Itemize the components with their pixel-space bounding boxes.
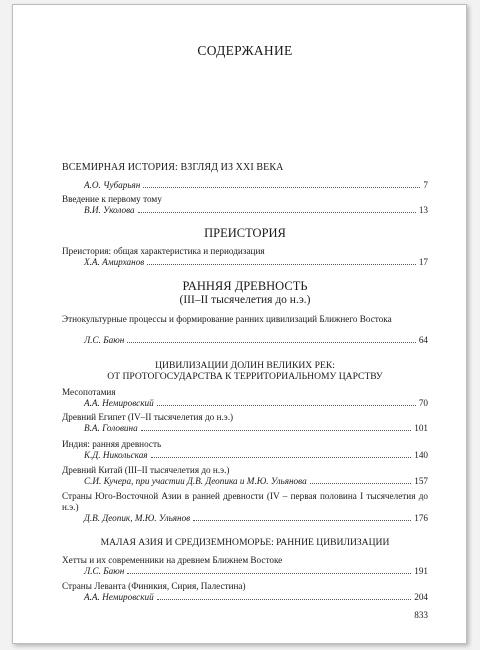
entry-author: А.А. Немировский [84, 398, 154, 408]
section-title-line: ЦИВИЛИЗАЦИИ ДОЛИН ВЕЛИКИХ РЕК: [155, 360, 335, 371]
entry-author: А.О. Чубарьян [84, 180, 141, 190]
section-title-asia-minor: МАЛАЯ АЗИЯ И СРЕДИЗЕМНОМОРЬЕ: РАННИЕ ЦИВИЛИЗАЦИИ [100, 537, 390, 548]
entry-page-number: 101 [414, 423, 428, 433]
entry-author: В.И. Уколова [84, 205, 135, 215]
toc-entry-author-line[interactable] [62, 592, 428, 603]
entry-page-number: 70 [418, 398, 428, 408]
leader-dots [143, 180, 420, 188]
entry-page-number: 64 [418, 335, 428, 345]
toc-entry-author-line[interactable] [62, 566, 428, 577]
entry-title[interactable]: Древний Китай (III–II тысячелетия до н.э.) [62, 465, 230, 475]
section-title-world-history: ВСЕМИРНАЯ ИСТОРИЯ: ВЗГЛЯД ИЗ XXI ВЕКА [62, 162, 284, 173]
section-title-river-valleys [62, 360, 428, 382]
entry-title[interactable]: Этнокультурные процессы и формирование ранних цивилизаций Ближнего Востока [62, 314, 392, 324]
toc-entry-author-line[interactable] [62, 335, 428, 346]
entry-title[interactable]: Введение к первому тому [62, 194, 162, 204]
entry-page-number: 157 [414, 476, 428, 486]
document-page [12, 4, 467, 644]
entry-author: К.Д. Никольская [84, 450, 148, 460]
entry-title[interactable]: Страны Юго-Восточной Азии в ранней древности (IV – первая половина I тысячелетия до н.э.) [62, 491, 428, 512]
leader-dots [157, 592, 412, 600]
entry-title[interactable]: Древний Египет (IV–II тысячелетия до н.э.) [62, 412, 234, 422]
entry-page-number: 204 [414, 592, 428, 602]
entry-author: Л.С. Баюн [84, 566, 125, 576]
entry-author: С.И. Кучера, при участии Д.В. Деопика и М.Ю. Ульянова [84, 476, 307, 486]
page-number: 833 [414, 610, 428, 620]
section-title-early-antiquity: РАННЯЯ ДРЕВНОСТЬ [182, 279, 308, 293]
entry-author: Х.А. Амирханов [84, 257, 145, 267]
entry-title[interactable]: Хетты и их современники на древнем Ближнем Востоке [62, 555, 283, 565]
entry-title[interactable]: Индия: ранняя древность [62, 439, 162, 449]
leader-dots [138, 205, 416, 213]
leader-dots [151, 450, 412, 458]
toc-entry-author-line[interactable] [62, 398, 428, 409]
leader-dots [157, 398, 416, 406]
entry-author: В.А. Головина [84, 423, 138, 433]
section-title-prehistory: ПРЕИСТОРИЯ [204, 226, 286, 240]
entry-page-number: 140 [414, 450, 428, 460]
entry-page-number: 7 [423, 180, 428, 190]
toc-entry-author-line[interactable] [62, 513, 428, 524]
entry-page-number: 176 [414, 513, 428, 523]
entry-title[interactable]: Месопотамия [62, 387, 116, 397]
toc-entry-author-line[interactable] [62, 450, 428, 461]
page-title: СОДЕРЖАНИЕ [197, 43, 293, 58]
entry-page-number: 17 [418, 257, 428, 267]
leader-dots [147, 257, 416, 265]
toc-entry-author-line[interactable] [62, 423, 428, 434]
entry-author: Д.В. Деопик, М.Ю. Ульянов [84, 513, 191, 523]
toc-entry-author-line[interactable] [62, 205, 428, 216]
entry-title[interactable]: Преистория: общая характеристика и периодизация [62, 246, 265, 256]
entry-author: Л.С. Баюн [84, 335, 125, 345]
leader-dots [127, 335, 416, 343]
toc-entry-author-line[interactable] [62, 180, 428, 191]
leader-dots [193, 513, 411, 521]
entry-author: А.А. Немировский [84, 592, 154, 602]
toc-entry-author-line[interactable] [62, 476, 428, 487]
toc-entry-author-line[interactable] [62, 257, 428, 268]
leader-dots [141, 423, 412, 431]
section-title-line: ОТ ПРОТОГОСУДАРСТВА К ТЕРРИТОРИАЛЬНОМУ ЦАРСТВУ [107, 371, 383, 382]
entry-title[interactable]: Страны Леванта (Финикия, Сирия, Палестина) [62, 581, 246, 591]
leader-dots [310, 476, 412, 484]
leader-dots [127, 566, 411, 574]
entry-page-number: 191 [414, 566, 428, 576]
entry-page-number: 13 [418, 205, 428, 215]
section-subtitle: (III–II тысячелетия до н.э.) [179, 294, 311, 306]
